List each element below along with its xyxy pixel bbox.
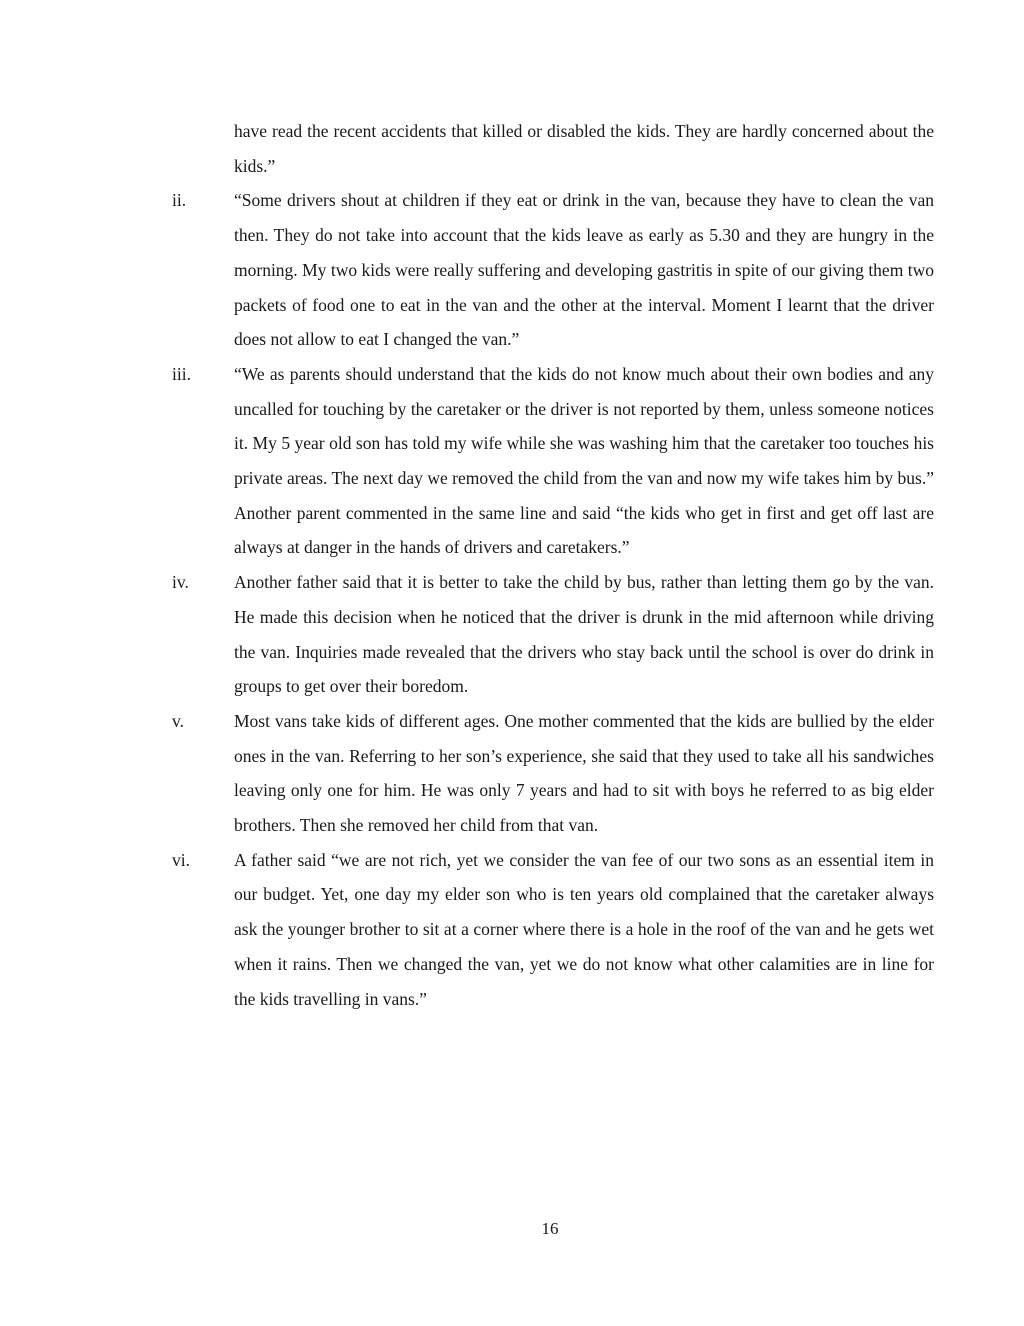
list-marker: v. — [172, 710, 184, 731]
list-marker: ii. — [172, 190, 187, 211]
page-number: 16 — [541, 1219, 559, 1238]
list-item — [172, 357, 934, 565]
list-marker: vi. — [172, 849, 190, 870]
list-item-text: Another father said that it is better to take the child by bus, rather than letting them go by the van. He made this decision when he noticed that the driver is drunk in the mid afternoon while driving the van. Inquiries made revealed that the drivers who stay back until the school is over do drink in groups to get over their boredom. — [234, 572, 934, 697]
list-item — [172, 565, 934, 704]
list-item-text: A father said “we are not rich, yet we consider the van fee of our two sons as an essential item in our budget. Yet, one day my elder son who is ten years old complained that the caretaker always ask the younger brother to sit at a corner where there is a hole in the roof of the van and he gets wet when it rains. Then we changed the van, yet we do not know what other calamities are in line for the kids travelling in vans.” — [234, 849, 934, 1009]
list-item — [172, 704, 934, 843]
list-item-text: Most vans take kids of different ages. One mother commented that the kids are bullied by the elder ones in the van. Referring to her son’s experience, she said that they used to take all his sandwiches leaving only one for him. He was only 7 years and had to sit with boys he referred to as big elder brothers. Then she removed her child from that van. — [234, 710, 934, 836]
list-marker: iii. — [172, 363, 191, 384]
list-item-text: “We as parents should understand that the kids do not know much about their own bodies and any uncalled for touching by the caretaker or the driver is not reported by them, unless someone notices it. My 5 year old son has told my wife while she was washing him that the caretaker too touches his private areas. The next day we removed the child from the van and now my wife takes him by bus.” Another parent commented in the same line and said “the kids who get in first and get off last are always at danger in the hands of drivers and caretakers.” — [234, 363, 934, 558]
list-item-text: “Some drivers shout at children if they eat or drink in the van, because they have to clean the van then. They do not take into account that the kids leave as early as 5.30 and they are hungry in the morning. My two kids were really suffering and developing gastritis in spite of our giving them two packets of food one to eat in the van and the other at the interval. Moment I learnt that the driver does not allow to eat I changed the van.” — [234, 190, 934, 350]
list-marker: iv. — [172, 572, 189, 593]
continuation-paragraph: have read the recent accidents that killed or disabled the kids. They are hardly concerned about the kids.” — [234, 121, 934, 176]
list-item — [172, 843, 934, 1017]
list-item — [172, 183, 934, 357]
page-body — [172, 114, 934, 1016]
